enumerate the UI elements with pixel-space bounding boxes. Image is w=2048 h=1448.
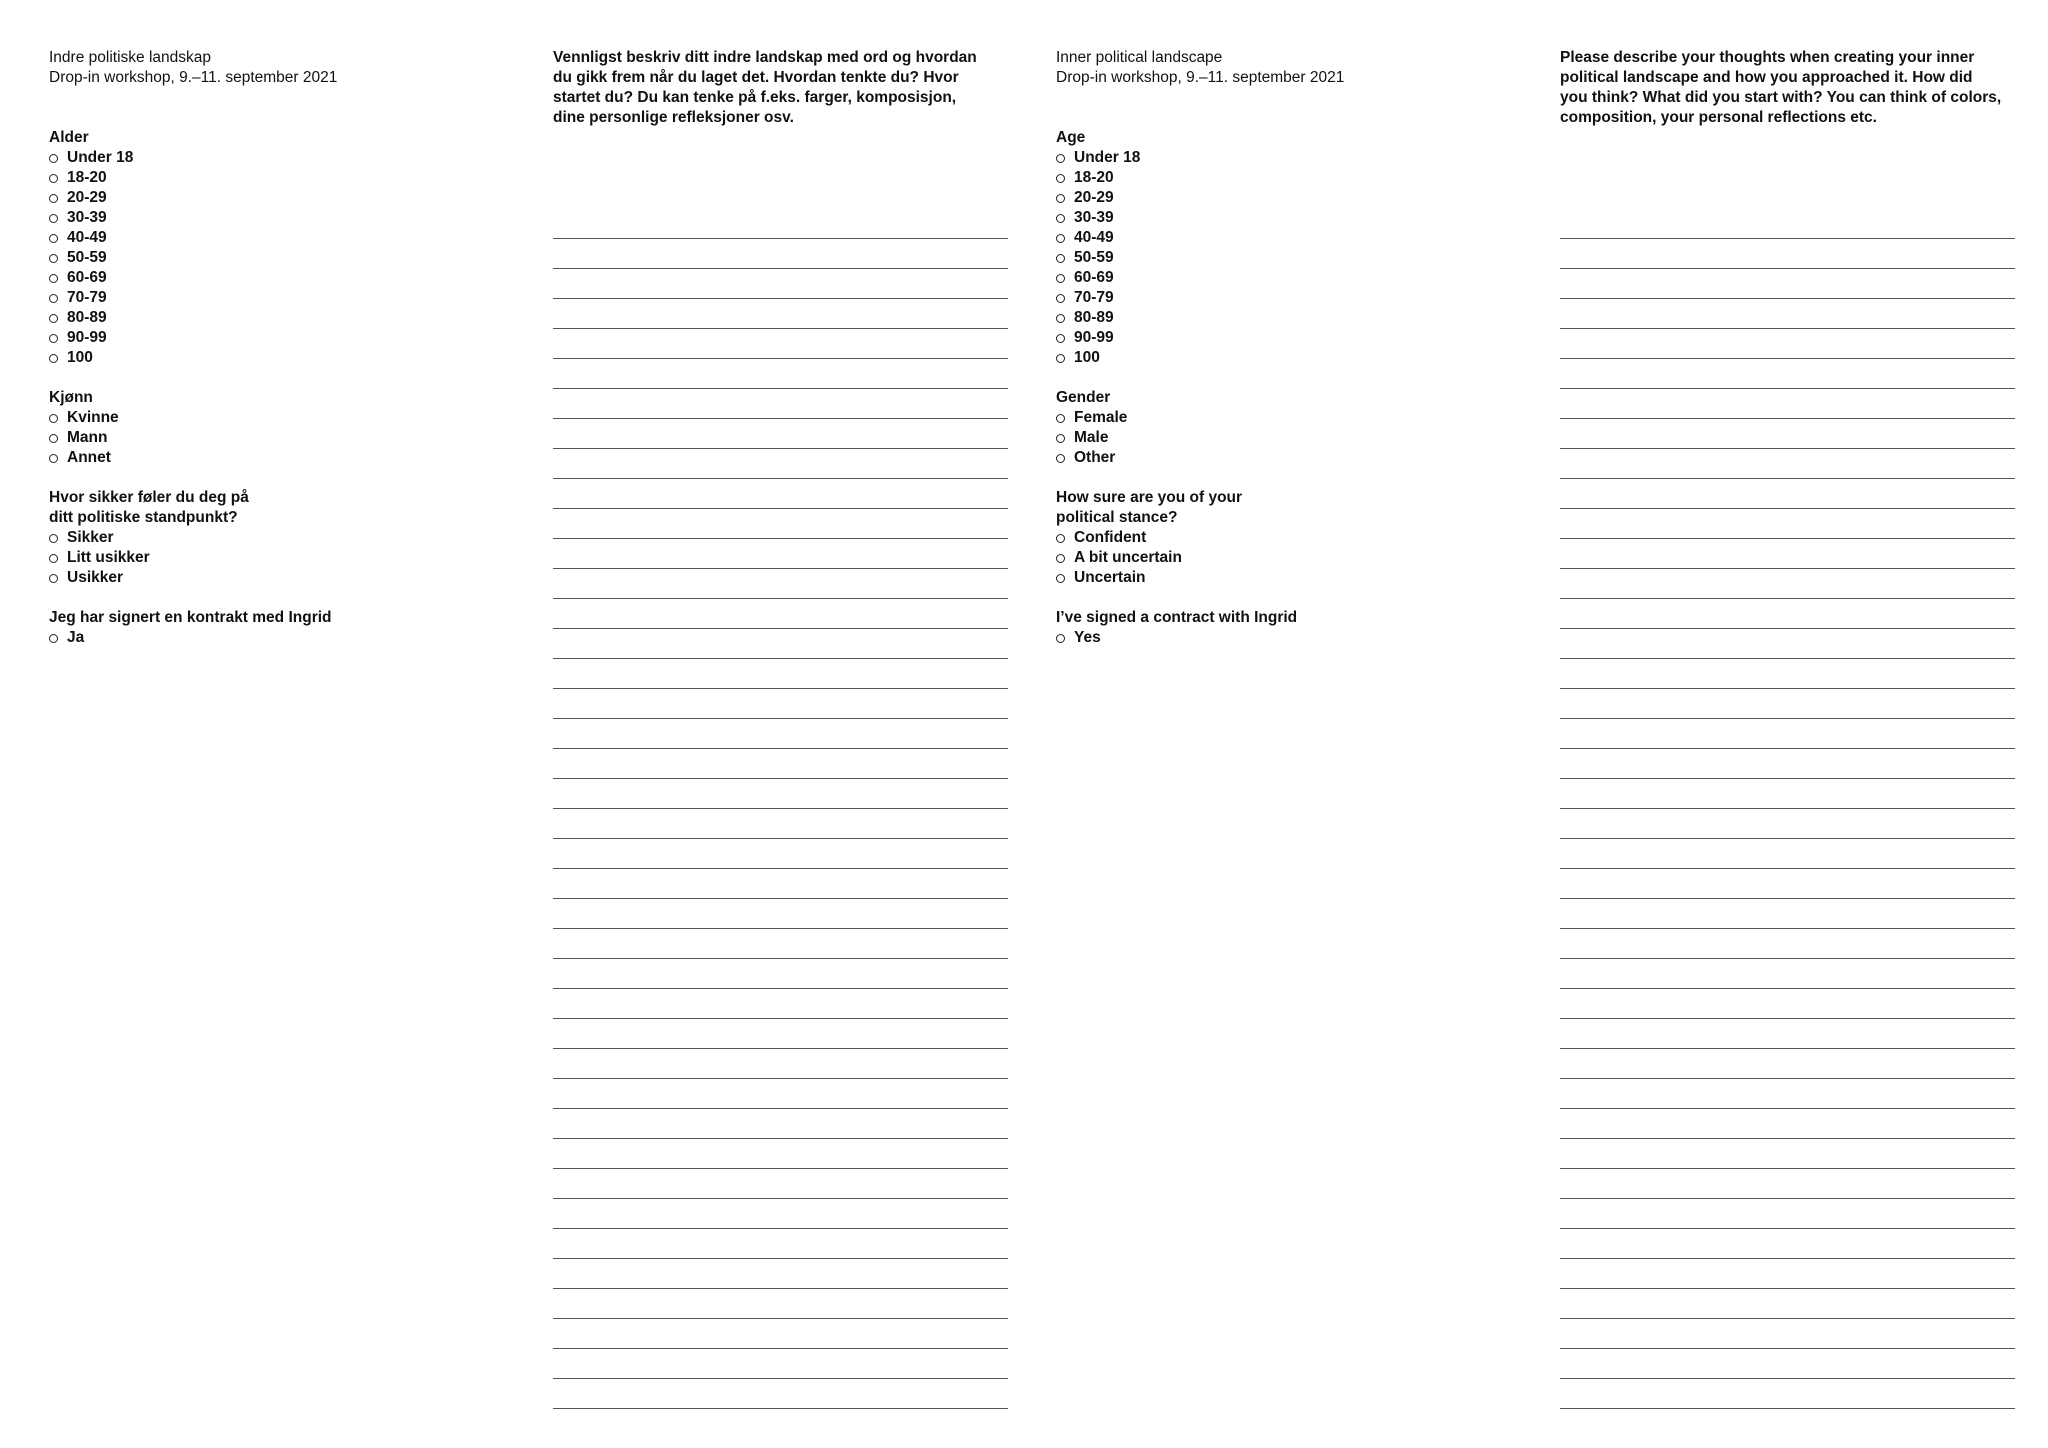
writing-line[interactable]	[1560, 1079, 2015, 1109]
writing-line[interactable]	[553, 779, 1008, 809]
age-option-60-69[interactable]: 60-69	[1056, 268, 1496, 288]
english-questions	[1056, 48, 1496, 648]
writing-line[interactable]	[553, 659, 1008, 689]
radio-circle-icon[interactable]	[1056, 414, 1065, 423]
radio-circle-icon[interactable]	[1056, 294, 1065, 303]
writing-line[interactable]	[553, 359, 1008, 389]
writing-line[interactable]	[553, 1139, 1008, 1169]
prompt-line: dine personlige refleksjoner osv.	[553, 109, 794, 126]
radio-circle-icon[interactable]	[1056, 574, 1065, 583]
radio-circle-icon[interactable]	[1056, 354, 1065, 363]
writing-line[interactable]	[553, 749, 1008, 779]
radio-circle-icon[interactable]	[49, 274, 58, 283]
writing-line[interactable]	[553, 689, 1008, 719]
radio-circle-icon[interactable]	[1056, 214, 1065, 223]
certainty-option-confident[interactable]: Confident	[1056, 528, 1496, 548]
form-subtitle: Drop-in workshop, 9.–11. september 2021	[49, 69, 338, 86]
writing-line[interactable]	[553, 299, 1008, 329]
certainty-option-uncertain[interactable]: Uncertain	[1056, 568, 1496, 588]
age-option-70-79[interactable]: 70-79	[1056, 288, 1496, 308]
radio-circle-icon[interactable]	[1056, 174, 1065, 183]
writing-line[interactable]	[553, 1199, 1008, 1229]
radio-circle-icon[interactable]	[49, 554, 58, 563]
radio-circle-icon[interactable]	[49, 254, 58, 263]
contract-question	[49, 608, 489, 648]
age-option-20-29[interactable]: 20-29	[49, 188, 489, 208]
age-option-40-49[interactable]: 40-49	[1056, 228, 1496, 248]
radio-circle-icon[interactable]	[1056, 254, 1065, 263]
prompt-line: Vennligst beskriv ditt indre landskap med ord og hvordan	[553, 49, 977, 66]
age-option-100[interactable]: 100	[49, 348, 489, 368]
age-option-40-49[interactable]: 40-49	[49, 228, 489, 248]
form-title: Inner political landscape	[1056, 49, 1223, 66]
form-title: Indre politiske landskap	[49, 49, 211, 66]
writing-line[interactable]	[553, 1259, 1008, 1289]
writing-line[interactable]	[1560, 959, 2015, 989]
writing-line[interactable]	[1560, 1259, 2015, 1289]
radio-circle-icon[interactable]	[49, 574, 58, 583]
writing-line[interactable]	[1560, 929, 2015, 959]
gender-question	[1056, 388, 1496, 468]
gender-option-kvinne[interactable]: Kvinne	[49, 408, 489, 428]
writing-line[interactable]	[1560, 719, 2015, 749]
age-option-18-20[interactable]: 18-20	[49, 168, 489, 188]
radio-circle-icon[interactable]	[49, 234, 58, 243]
writing-line[interactable]	[1560, 1349, 2015, 1379]
certainty-option-a-bit-uncertain[interactable]: A bit uncertain	[1056, 548, 1496, 568]
radio-circle-icon[interactable]	[49, 314, 58, 323]
norwegian-writing-area	[553, 48, 1008, 128]
writing-line[interactable]	[1560, 1289, 2015, 1319]
certainty-label-line1: Hvor sikker føler du deg på	[49, 489, 249, 506]
age-option-under-18[interactable]: Under 18	[1056, 148, 1496, 168]
radio-circle-icon[interactable]	[1056, 234, 1065, 243]
writing-line[interactable]	[1560, 809, 2015, 839]
writing-line[interactable]	[553, 599, 1008, 629]
certainty-option-sikker[interactable]: Sikker	[49, 528, 489, 548]
certainty-label-line1: How sure are you of your	[1056, 489, 1243, 506]
radio-circle-icon[interactable]	[1056, 314, 1065, 323]
writing-line[interactable]	[1560, 1049, 2015, 1079]
age-option-70-79[interactable]: 70-79	[49, 288, 489, 308]
age-label: Alder	[49, 129, 89, 146]
age-option-under-18[interactable]: Under 18	[49, 148, 489, 168]
radio-circle-icon[interactable]	[1056, 534, 1065, 543]
radio-circle-icon[interactable]	[49, 414, 58, 423]
writing-line[interactable]	[1560, 479, 2015, 509]
writing-line[interactable]	[1560, 1199, 2015, 1229]
age-option-30-39[interactable]: 30-39	[49, 208, 489, 228]
radio-circle-icon[interactable]	[1056, 454, 1065, 463]
prompt-line: you think? What did you start with? You can think of colors,	[1560, 89, 2002, 106]
gender-option-male[interactable]: Male	[1056, 428, 1496, 448]
writing-line[interactable]	[553, 209, 1008, 239]
writing-line[interactable]	[1560, 989, 2015, 1019]
contract-label: I’ve signed a contract with Ingrid	[1056, 609, 1298, 626]
writing-line[interactable]	[553, 1079, 1008, 1109]
contract-option-ja[interactable]: Ja	[49, 628, 489, 648]
radio-circle-icon[interactable]	[1056, 194, 1065, 203]
writing-line[interactable]	[1560, 1169, 2015, 1199]
radio-circle-icon[interactable]	[49, 354, 58, 363]
writing-line[interactable]	[553, 239, 1008, 269]
writing-line[interactable]	[1560, 239, 2015, 269]
age-option-18-20[interactable]: 18-20	[1056, 168, 1496, 188]
writing-lines[interactable]	[1560, 209, 2015, 1409]
radio-circle-icon[interactable]	[49, 534, 58, 543]
age-option-60-69[interactable]: 60-69	[49, 268, 489, 288]
radio-circle-icon[interactable]	[49, 174, 58, 183]
radio-circle-icon[interactable]	[49, 454, 58, 463]
writing-line[interactable]	[1560, 659, 2015, 689]
radio-circle-icon[interactable]	[1056, 434, 1065, 443]
gender-option-female[interactable]: Female	[1056, 408, 1496, 428]
norwegian-questions	[49, 48, 489, 648]
radio-circle-icon[interactable]	[49, 334, 58, 343]
writing-line[interactable]	[553, 869, 1008, 899]
age-option-50-59[interactable]: 50-59	[49, 248, 489, 268]
radio-circle-icon[interactable]	[1056, 634, 1065, 643]
writing-line[interactable]	[1560, 1229, 2015, 1259]
writing-line[interactable]	[553, 719, 1008, 749]
prompt-line: startet du? Du kan tenke på f.eks. farger, komposisjon,	[553, 89, 957, 106]
writing-line[interactable]	[553, 959, 1008, 989]
contract-question	[1056, 608, 1496, 648]
writing-line[interactable]	[1560, 359, 2015, 389]
writing-line[interactable]	[1560, 389, 2015, 419]
age-option-100[interactable]: 100	[1056, 348, 1496, 368]
writing-lines[interactable]	[553, 209, 1008, 1409]
contract-label: Jeg har signert en kontrakt med Ingrid	[49, 609, 332, 626]
writing-line[interactable]	[1560, 839, 2015, 869]
gender-label: Kjønn	[49, 389, 93, 406]
writing-line[interactable]	[553, 479, 1008, 509]
writing-line[interactable]	[1560, 419, 2015, 449]
writing-line[interactable]	[553, 899, 1008, 929]
writing-line[interactable]	[553, 509, 1008, 539]
age-question	[49, 128, 489, 368]
age-option-20-29[interactable]: 20-29	[1056, 188, 1496, 208]
age-option-80-89[interactable]: 80-89	[49, 308, 489, 328]
contract-option-yes[interactable]: Yes	[1056, 628, 1496, 648]
certainty-option-litt-usikker[interactable]: Litt usikker	[49, 548, 489, 568]
writing-line[interactable]	[1560, 299, 2015, 329]
radio-circle-icon[interactable]	[1056, 334, 1065, 343]
writing-line[interactable]	[553, 569, 1008, 599]
prompt-line: du gikk frem når du laget det. Hvordan tenkte du? Hvor	[553, 69, 959, 86]
radio-circle-icon[interactable]	[49, 194, 58, 203]
certainty-question	[1056, 488, 1496, 588]
certainty-label-line2: ditt politiske standpunkt?	[49, 509, 238, 526]
prompt-line: political landscape and how you approached it. How did	[1560, 69, 1973, 86]
radio-circle-icon[interactable]	[1056, 154, 1065, 163]
gender-option-other[interactable]: Other	[1056, 448, 1496, 468]
writing-line[interactable]	[553, 539, 1008, 569]
radio-circle-icon[interactable]	[49, 294, 58, 303]
radio-circle-icon[interactable]	[49, 214, 58, 223]
certainty-question	[49, 488, 489, 588]
gender-option-annet[interactable]: Annet	[49, 448, 489, 468]
prompt-line: Please describe your thoughts when creating your inner	[1560, 49, 1975, 66]
age-question	[1056, 128, 1496, 368]
writing-line[interactable]	[553, 989, 1008, 1019]
writing-line[interactable]	[1560, 869, 2015, 899]
gender-option-mann[interactable]: Mann	[49, 428, 489, 448]
writing-line[interactable]	[553, 449, 1008, 479]
writing-line[interactable]	[1560, 599, 2015, 629]
writing-line[interactable]	[1560, 539, 2015, 569]
writing-line[interactable]	[1560, 1139, 2015, 1169]
age-option-90-99[interactable]: 90-99	[1056, 328, 1496, 348]
writing-line[interactable]	[553, 1019, 1008, 1049]
form-subtitle: Drop-in workshop, 9.–11. september 2021	[1056, 69, 1345, 86]
writing-line[interactable]	[1560, 269, 2015, 299]
certainty-label-line2: political stance?	[1056, 509, 1178, 526]
writing-line[interactable]	[1560, 329, 2015, 359]
radio-circle-icon[interactable]	[49, 434, 58, 443]
age-option-90-99[interactable]: 90-99	[49, 328, 489, 348]
prompt-line: composition, your personal reflections etc.	[1560, 109, 1877, 126]
writing-line[interactable]	[553, 809, 1008, 839]
writing-line[interactable]	[1560, 749, 2015, 779]
writing-line[interactable]	[553, 1049, 1008, 1079]
writing-line[interactable]	[553, 1169, 1008, 1199]
writing-line[interactable]	[553, 839, 1008, 869]
gender-label: Gender	[1056, 389, 1111, 406]
english-writing-area	[1560, 48, 2015, 128]
writing-line[interactable]	[1560, 1379, 2015, 1409]
radio-circle-icon[interactable]	[49, 634, 58, 643]
gender-question	[49, 388, 489, 468]
age-label: Age	[1056, 129, 1086, 146]
writing-line[interactable]	[553, 269, 1008, 299]
age-option-80-89[interactable]: 80-89	[1056, 308, 1496, 328]
writing-line[interactable]	[553, 1349, 1008, 1379]
writing-line[interactable]	[1560, 209, 2015, 239]
writing-line[interactable]	[553, 1289, 1008, 1319]
radio-circle-icon[interactable]	[1056, 274, 1065, 283]
writing-line[interactable]	[553, 629, 1008, 659]
writing-line[interactable]	[553, 1109, 1008, 1139]
radio-circle-icon[interactable]	[1056, 554, 1065, 563]
writing-line[interactable]	[1560, 1019, 2015, 1049]
writing-line[interactable]	[1560, 509, 2015, 539]
writing-line[interactable]	[553, 1379, 1008, 1409]
writing-line[interactable]	[1560, 449, 2015, 479]
writing-line[interactable]	[1560, 689, 2015, 719]
writing-line[interactable]	[553, 329, 1008, 359]
writing-line[interactable]	[1560, 569, 2015, 599]
writing-line[interactable]	[1560, 779, 2015, 809]
age-option-50-59[interactable]: 50-59	[1056, 248, 1496, 268]
writing-line[interactable]	[553, 1229, 1008, 1259]
writing-line[interactable]	[553, 419, 1008, 449]
writing-line[interactable]	[553, 929, 1008, 959]
writing-line[interactable]	[553, 389, 1008, 419]
age-option-30-39[interactable]: 30-39	[1056, 208, 1496, 228]
radio-circle-icon[interactable]	[49, 154, 58, 163]
writing-line[interactable]	[1560, 629, 2015, 659]
writing-line[interactable]	[1560, 899, 2015, 929]
writing-line[interactable]	[1560, 1109, 2015, 1139]
writing-line[interactable]	[1560, 1319, 2015, 1349]
certainty-option-usikker[interactable]: Usikker	[49, 568, 489, 588]
writing-line[interactable]	[553, 1319, 1008, 1349]
